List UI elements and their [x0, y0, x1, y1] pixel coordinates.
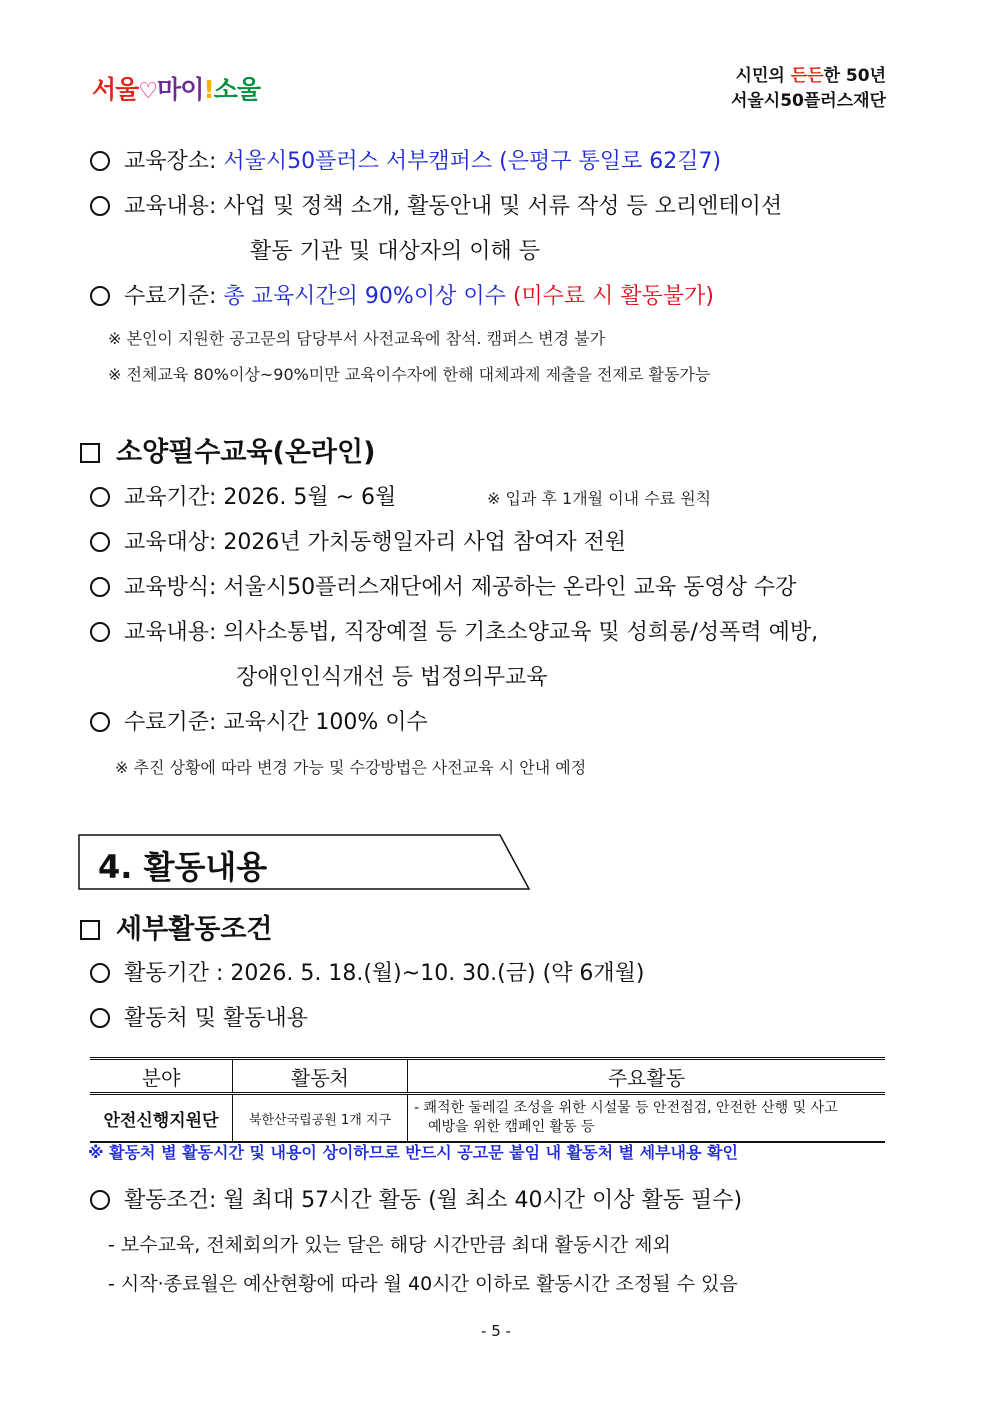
online-target-line	[90, 528, 626, 558]
online-note: ※ 추진 상황에 따라 변경 가능 및 수강방법은 사전교육 시 안내 예정	[115, 758, 587, 777]
bullet-circle-icon	[90, 1190, 110, 1210]
logo-part-2: 마이	[157, 75, 204, 104]
dash-item-2: - 시작·종료월은 예산현황에 따라 월 40시간 이하로 활동시간 조정될 수 있음	[108, 1273, 738, 1295]
edu-content-value-2: 활동 기관 및 대상자의 이해 등	[250, 239, 540, 264]
online-method: 교육방식: 서울시50플러스재단에서 제공하는 온라인 교육 동영상 수강	[124, 575, 797, 600]
activity-condition: 활동조건: 월 최대 57시간 활동 (월 최소 40시간 이상 활동 필수)	[124, 1188, 743, 1213]
online-content-1: 교육내용: 의사소통법, 직장예절 등 기초소양교육 및 성희롱/성폭력 예방,	[124, 620, 819, 645]
online-criteria: 수료기준: 교육시간 100% 이수	[124, 710, 428, 735]
logo-part-1: 서울	[92, 75, 139, 104]
bullet-circle-icon	[90, 577, 110, 597]
edu-criteria-line	[90, 282, 714, 312]
section-4-title: 4. 활동내용	[98, 848, 268, 886]
slogan-red: 든든	[790, 66, 824, 86]
header-place: 활동처	[233, 1059, 408, 1094]
online-edu-heading	[80, 430, 375, 469]
online-target: 교육대상: 2026년 가치동행일자리 사업 참여자 전원	[124, 530, 627, 555]
online-content-2: 장애인인식개선 등 법정의무교육	[236, 665, 548, 690]
activity-condition-line	[90, 1186, 742, 1216]
slogan-line-1	[731, 64, 886, 89]
logo-part-3: 소울	[213, 75, 261, 104]
activity-place-line	[90, 1004, 308, 1034]
bullet-circle-icon	[90, 712, 110, 732]
edu-content-value-1: 사업 및 정책 소개, 활동안내 및 서류 작성 등 오리엔테이션	[223, 194, 783, 219]
edu-content-label: 교육내용:	[124, 194, 224, 219]
online-period-line	[90, 483, 396, 513]
edu-criteria-label: 수료기준:	[124, 284, 224, 309]
online-method-line	[90, 573, 796, 603]
detail-conditions-title: 세부활동조건	[116, 914, 273, 945]
foundation-name: 서울시50플러스재단	[730, 91, 886, 111]
cell-activity	[408, 1094, 886, 1143]
activity-line-2: 예방을 위한 캠페인 활동 등	[428, 1119, 595, 1135]
detail-conditions-heading	[80, 907, 273, 946]
slogan-suffix: 한 50년	[823, 66, 886, 86]
edu-criteria-red: (미수료 시 활동불가)	[512, 284, 714, 309]
note-campus: ※ 본인이 지원한 공고문의 담당부서 사전교육에 참석. 캠퍼스 변경 불가	[108, 329, 606, 348]
note-substitute: ※ 전체교육 80%이상~90%미만 교육이수자에 한해 대체과제 제출을 전제로 활동가능	[108, 365, 711, 384]
table-note: ※ 활동처 별 활동시간 및 내용이 상이하므로 반드시 공고문 붙임 내 활동처 별 세부내용 확인	[88, 1143, 738, 1162]
edu-content-line	[90, 192, 782, 222]
seoul-my-soul-logo	[92, 70, 260, 106]
header-main-activity: 주요활동	[408, 1059, 886, 1094]
cell-place: 북한산국립공원 1개 지구	[233, 1094, 408, 1143]
bullet-circle-icon	[90, 487, 110, 507]
activity-line-1: - 쾌적한 둘레길 조성을 위한 시설물 등 안전점검, 안전한 산행 및 사고	[414, 1100, 838, 1116]
online-content-line	[90, 618, 818, 648]
bullet-circle-icon	[90, 151, 110, 171]
page-number: - 5 -	[481, 1322, 511, 1340]
logo-heart-icon: ♡	[138, 79, 158, 104]
online-edu-title: 소양필수교육(온라인)	[116, 437, 376, 468]
edu-place-line	[90, 147, 721, 177]
cell-field: 안전신행지원단	[90, 1094, 233, 1143]
edu-place-label: 교육장소:	[124, 149, 224, 174]
logo-exclamation: !	[203, 75, 214, 104]
header-field: 분야	[90, 1059, 233, 1094]
edu-criteria-blue: 총 교육시간의 90%이상 이수	[223, 284, 513, 309]
dash-item-1: - 보수교육, 전체회의가 있는 달은 해당 시간만큼 최대 활동시간 제외	[108, 1234, 671, 1256]
online-criteria-line	[90, 708, 428, 738]
bullet-circle-icon	[90, 963, 110, 983]
online-period-note: ※ 입과 후 1개월 이내 수료 원칙	[487, 489, 712, 508]
bullet-circle-icon	[90, 622, 110, 642]
slogan-prefix: 시민의	[735, 66, 791, 86]
online-period: 교육기간: 2026. 5월 ~ 6월	[124, 485, 397, 510]
bullet-circle-icon	[90, 1008, 110, 1028]
activity-place: 활동처 및 활동내용	[124, 1006, 309, 1031]
foundation-slogan	[731, 64, 886, 114]
activity-period: 활동기간 : 2026. 5. 18.(월)~10. 30.(금) (약 6개월)	[124, 961, 645, 986]
activity-period-line	[90, 959, 645, 989]
checkbox-square-icon	[80, 920, 100, 940]
table-row	[90, 1094, 885, 1143]
bullet-circle-icon	[90, 532, 110, 552]
bullet-circle-icon	[90, 196, 110, 216]
checkbox-square-icon	[80, 443, 100, 463]
activity-table	[90, 1057, 885, 1143]
bullet-circle-icon	[90, 286, 110, 306]
edu-place-value: 서울시50플러스 서부캠퍼스 (은평구 통일로 62길7)	[223, 149, 722, 174]
table-header-row	[90, 1059, 885, 1094]
